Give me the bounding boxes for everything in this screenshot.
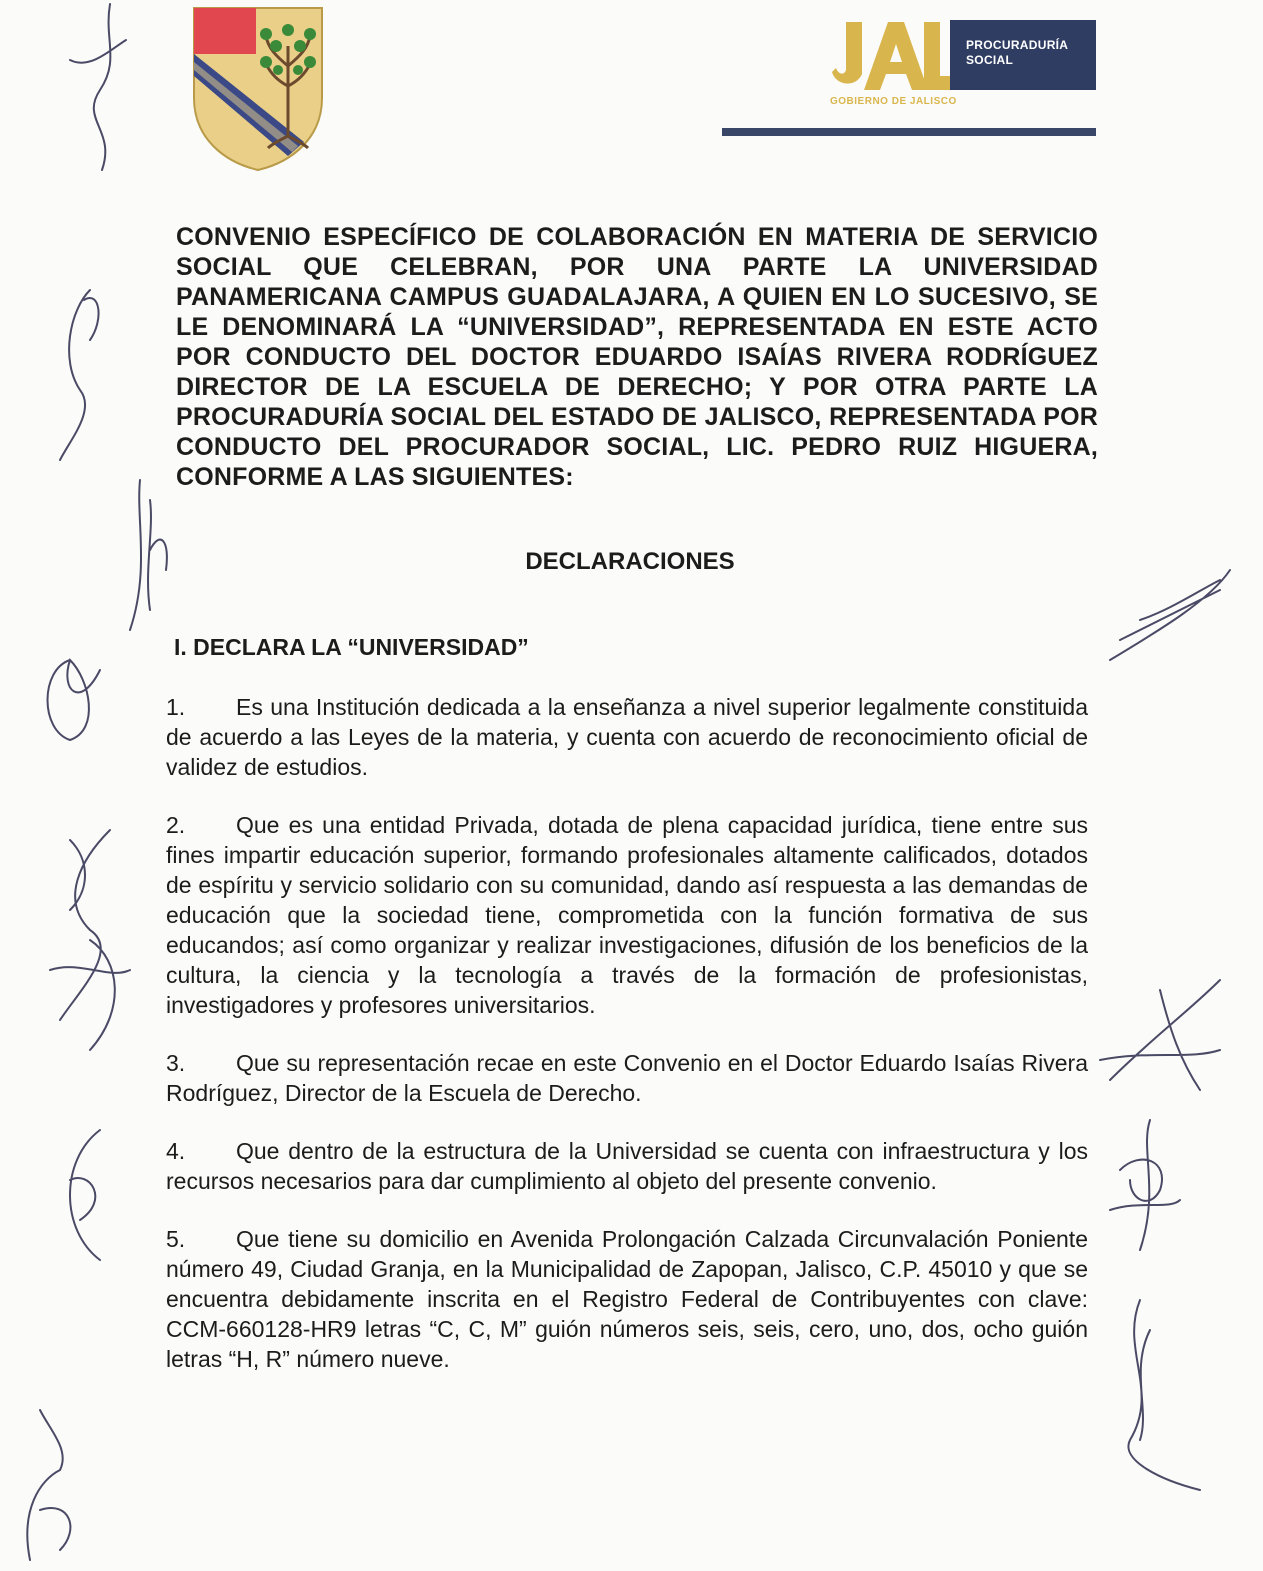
agreement-title: CONVENIO ESPECÍFICO DE COLABORACIÓN EN MATERIA DE SERVICIO SOCIAL QUE CELEBRAN, POR UNA PARTE LA UNIVERSIDAD PANAMERICANA CAMPUS GUADALAJARA, A QUIEN EN LO SUCESIVO, SE LE DENOMINARÁ LA “UNIVERSIDAD”, REPRESENTADA EN ESTE ACTO POR CONDUCTO DEL DOCTOR EDUARDO ISAÍAS RIVERA RODRÍGUEZ DIRECTOR DE LA ESCUELA DE DERECHO; Y POR OTRA PARTE LA PROCURADURÍA SOCIAL DEL ESTADO DE JALISCO, REPRESENTADA POR CONDUCTO DEL PROCURADOR SOCIAL, LIC. PEDRO RUIZ HIGUERA, CONFORME A LAS SIGUIENTES: xyxy=(176,223,1098,491)
jal-letters-logo xyxy=(826,14,956,94)
signature-left-2 xyxy=(40,280,110,470)
procuraduria-line2: SOCIAL xyxy=(966,53,1014,67)
item-text: Es una Institución dedicada a la enseñanza a nivel superior legalmente constituida de acuerdo a las Leyes de la materia, y cuenta con acuerdo de reconocimiento oficial de validez de estudios. xyxy=(166,694,1088,780)
list-item xyxy=(166,810,1088,1020)
declarations-list xyxy=(166,692,1088,1402)
signature-left-6 xyxy=(40,1120,120,1270)
item-text: Que dentro de la estructura de la Universidad se cuenta con infraestructura y los recursos necesarios para dar cumplimiento al objeto del presente convenio. xyxy=(166,1138,1088,1194)
item-number: 2. xyxy=(166,812,186,838)
signature-left-4 xyxy=(30,640,110,750)
list-item xyxy=(166,1048,1088,1108)
list-item xyxy=(166,692,1088,782)
gobierno-jalisco-label: GOBIERNO DE JALISCO xyxy=(830,96,957,107)
declaraciones-heading: DECLARACIONES xyxy=(525,548,735,575)
item-number: 5. xyxy=(166,1226,186,1252)
signature-right-1 xyxy=(1100,560,1240,670)
signature-left-7 xyxy=(10,1390,90,1570)
section-heading: I. DECLARA LA “UNIVERSIDAD” xyxy=(174,634,529,660)
list-item xyxy=(166,1224,1088,1374)
university-shield-logo xyxy=(192,6,324,172)
signature-right-3 xyxy=(1100,1110,1190,1260)
signature-left-5 xyxy=(30,820,140,1060)
item-number: 4. xyxy=(166,1138,186,1164)
item-text: Que tiene su domicilio en Avenida Prolongación Calzada Circunvalación Poniente número 49, Ciudad Granja, en la Municipalidad de Zapopan, Jalisco, C.P. 45010 y que se encuentra debidamente inscrita en el Registro Federal de Contribuyentes con clave: CCM-660128-HR9 letras “C, C, M” guión números seis, seis, cero, uno, dos, ocho guión letras “H, R” número nueve. xyxy=(166,1226,1088,1372)
signature-right-4 xyxy=(1100,1290,1210,1500)
procuraduria-box xyxy=(950,20,1096,90)
procuraduria-social-logo xyxy=(826,14,1096,114)
item-text: Que es una entidad Privada, dotada de plena capacidad jurídica, tiene entre sus fines impartir educación superior, formando profesionales altamente calificados, dotados de espíritu y servicio solidario con su comunidad, dando así respuesta a las demandas de educación que la sociedad tiene, comprometida con la función formativa de sus educandos; así como organizar y realizar investigaciones, difusión de los beneficios de la cultura, la ciencia y la tecnología a través de la formación de profesionistas, investigadores y profesores universitarios. xyxy=(166,812,1088,1018)
item-text: Que su representación recae en este Convenio en el Doctor Eduardo Isaías Rivera Rodríguez, Director de la Escuela de Derecho. xyxy=(166,1050,1088,1106)
signature-left-3 xyxy=(110,470,180,640)
signature-left-1 xyxy=(40,0,130,200)
procuraduria-line1: PROCURADURÍA xyxy=(966,38,1069,52)
signature-right-2 xyxy=(1090,970,1230,1100)
item-number: 3. xyxy=(166,1050,186,1076)
item-number: 1. xyxy=(166,694,186,720)
list-item xyxy=(166,1136,1088,1196)
header-rule xyxy=(722,128,1096,136)
